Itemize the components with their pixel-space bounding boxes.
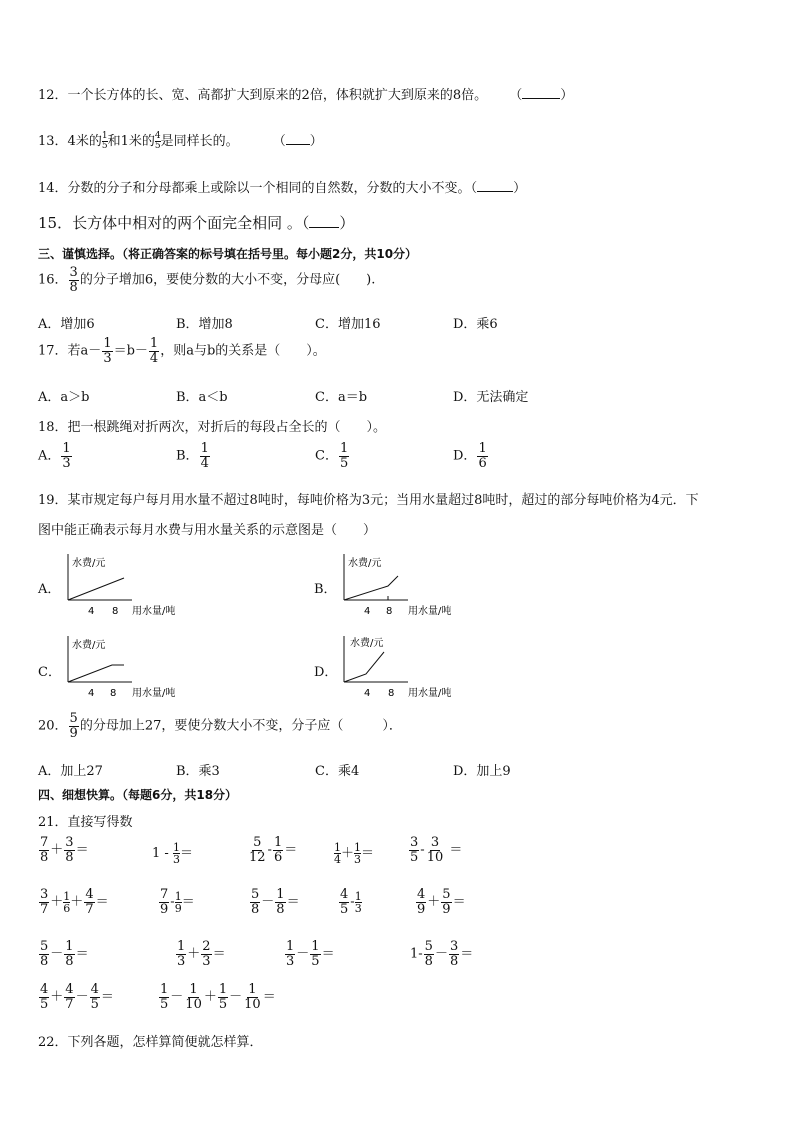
question-13: 13．4米的 $\frac{1}{5}$ 和1米的 $\frac{4}{5}$ 是同样长的。 （ ）	[38, 131, 323, 151]
question-15: 15．长方体中相对的两个面完全相同 。（ ）	[38, 214, 355, 232]
calc-item: $\frac{1}{4}$ ＋ $\frac{1}{3}$ ＝	[334, 841, 375, 866]
calc-item: $\frac{3}{5}$ - $\frac{3}{10}$ ＝	[410, 835, 463, 865]
question-16: 16． $\frac{3}{8}$ 的分子增加6，要使分数的大小不变，分母应( ).	[38, 265, 376, 295]
calc-item: $\frac{1}{3}$ ＋ $\frac{2}{3}$ ＝	[177, 939, 226, 969]
calc-item: $\frac{3}{7}$ ＋ $\frac{1}{6}$ ＋ $\frac{4}{7}$ ＝	[40, 887, 109, 917]
svg-text:水费/元: 水费/元	[348, 558, 382, 569]
option-a[interactable]: A． $\frac{1}{3}$	[38, 441, 71, 471]
question-21: 21．直接写得数	[38, 815, 133, 830]
option-a[interactable]: A．加上27	[38, 764, 103, 779]
option-d[interactable]: D．无法确定	[453, 390, 529, 405]
question-17: 17．若a－ $\frac{1}{3}$ ＝b－ $\frac{1}{4}$ ，则a与b的关系是（ ）。	[38, 336, 326, 366]
calc-item: $\frac{4}{5}$ - $\frac{1}{3}$	[340, 887, 362, 917]
option-c[interactable]: C．a＝b	[315, 390, 368, 405]
answer-blank[interactable]	[477, 179, 513, 192]
svg-text:4: 4	[364, 688, 371, 699]
section-heading: 三、谨慎选择。（将正确答案的标号填在括号里。每小题2分，共10分）	[38, 247, 418, 261]
option-c[interactable]: C．	[38, 665, 61, 680]
option-b[interactable]: B．乘3	[176, 764, 220, 779]
answer-blank[interactable]	[522, 86, 560, 99]
calc-item: $\frac{7}{8}$ ＋ $\frac{3}{8}$ ＝	[40, 835, 89, 865]
svg-text:用水量/吨: 用水量/吨	[132, 606, 176, 617]
svg-text:用水量/吨: 用水量/吨	[408, 606, 452, 617]
option-c[interactable]: C．乘4	[315, 764, 360, 779]
option-d[interactable]: D．	[314, 665, 338, 680]
calc-item: $\frac{4}{9}$ ＋ $\frac{5}{9}$ ＝	[417, 887, 466, 917]
question-20: 20． $\frac{5}{9}$ 的分母加上27，要使分数大小不变，分子应（ ）．	[38, 711, 402, 741]
svg-text:水费/元: 水费/元	[72, 640, 106, 651]
svg-text:8: 8	[386, 606, 393, 617]
option-b[interactable]: B．增加8	[176, 317, 233, 332]
option-d[interactable]: D．乘6	[453, 317, 498, 332]
svg-text:4: 4	[88, 688, 95, 699]
option-a[interactable]: A．a＞b	[38, 390, 90, 405]
option-b[interactable]: B．a＜b	[176, 390, 228, 405]
answer-blank[interactable]	[309, 215, 339, 228]
option-b[interactable]: B． $\frac{1}{4}$	[176, 441, 209, 471]
question-12: 12．一个长方体的长、宽、高都扩大到原来的2倍，体积就扩大到原来的8倍。 （ ）	[38, 88, 574, 103]
section-heading: 四、细想快算。（每题6分，共18分）	[38, 788, 238, 802]
answer-blank[interactable]	[286, 132, 310, 145]
fraction: $\frac{4}{5}$	[154, 131, 161, 151]
svg-text:水费/元: 水费/元	[72, 558, 106, 569]
svg-text:用水量/吨: 用水量/吨	[408, 688, 452, 699]
question-text: 一个长方体的长、宽、高都扩大到原来的2倍，体积就扩大到原来的8倍。	[67, 88, 488, 103]
question-19-line2: 图中能正确表示每月水费与用水量关系的示意图是（ ）	[38, 523, 377, 538]
fraction: $\frac{1}{5}$	[101, 131, 108, 151]
calc-item: $\frac{1}{3}$ － $\frac{1}{5}$ ＝	[286, 939, 335, 969]
question-number: 12．	[38, 88, 68, 103]
option-d[interactable]: D．加上9	[453, 764, 511, 779]
svg-text:4: 4	[88, 606, 95, 617]
svg-text:8: 8	[110, 688, 117, 699]
fraction: $\frac{5}{9}$	[69, 711, 78, 741]
calc-item: $\frac{7}{9}$ - $\frac{1}{9}$ ＝	[160, 887, 195, 917]
option-d[interactable]: D． $\frac{1}{6}$	[453, 441, 487, 471]
svg-text:8: 8	[112, 606, 119, 617]
graph-a	[60, 550, 200, 620]
svg-text:用水量/吨: 用水量/吨	[132, 688, 176, 699]
option-a[interactable]: A．增加6	[38, 317, 95, 332]
calc-item: $\frac{1}{5}$ － $\frac{1}{10}$ ＋ $\frac{1}{5}$ － $\frac{1}{10}$ ＝	[160, 982, 276, 1012]
question-18: 18．把一根跳绳对折两次，对折后的每段占全长的（ ）。	[38, 420, 387, 435]
option-c[interactable]: C．增加16	[315, 317, 381, 332]
option-c[interactable]: C． $\frac{1}{5}$	[315, 441, 349, 471]
fraction: $\frac{1}{3}$	[103, 336, 112, 366]
graph-c	[60, 632, 200, 702]
question-19: 19．某市规定每户每月用水量不超过8吨时，每吨价格为3元；当用水量超过8吨时，超过的部分每吨价格为4元．下	[38, 493, 699, 508]
svg-text:8: 8	[388, 688, 395, 699]
svg-text:4: 4	[364, 606, 371, 617]
fraction: $\frac{3}{8}$	[69, 265, 78, 295]
calc-item: 1- $\frac{5}{8}$ － $\frac{3}{8}$ ＝	[410, 939, 474, 969]
graph-b	[336, 550, 476, 620]
calc-item: $\frac{4}{5}$ ＋ $\frac{4}{7}$ － $\frac{4}{5}$ ＝	[40, 982, 114, 1012]
graph-d	[336, 632, 476, 702]
question-22: 22．下列各题，怎样算简便就怎样算．	[38, 1035, 263, 1050]
option-a[interactable]: A．	[38, 582, 61, 597]
calc-item: $\frac{5}{12}$ - $\frac{1}{6}$ ＝	[249, 835, 298, 865]
calc-item: 1 - $\frac{1}{3}$ ＝	[152, 841, 193, 866]
fraction: $\frac{1}{4}$	[149, 336, 159, 366]
option-b[interactable]: B．	[314, 582, 337, 597]
question-14: 14．分数的分子和分母都乘上或除以一个相同的自然数，分数的大小不变。（ ）	[38, 181, 527, 196]
svg-text:水费/元: 水费/元	[350, 638, 384, 649]
calc-item: $\frac{5}{8}$ － $\frac{1}{8}$ ＝	[40, 939, 89, 969]
calc-item: $\frac{5}{8}$ － $\frac{1}{8}$ ＝	[251, 887, 300, 917]
